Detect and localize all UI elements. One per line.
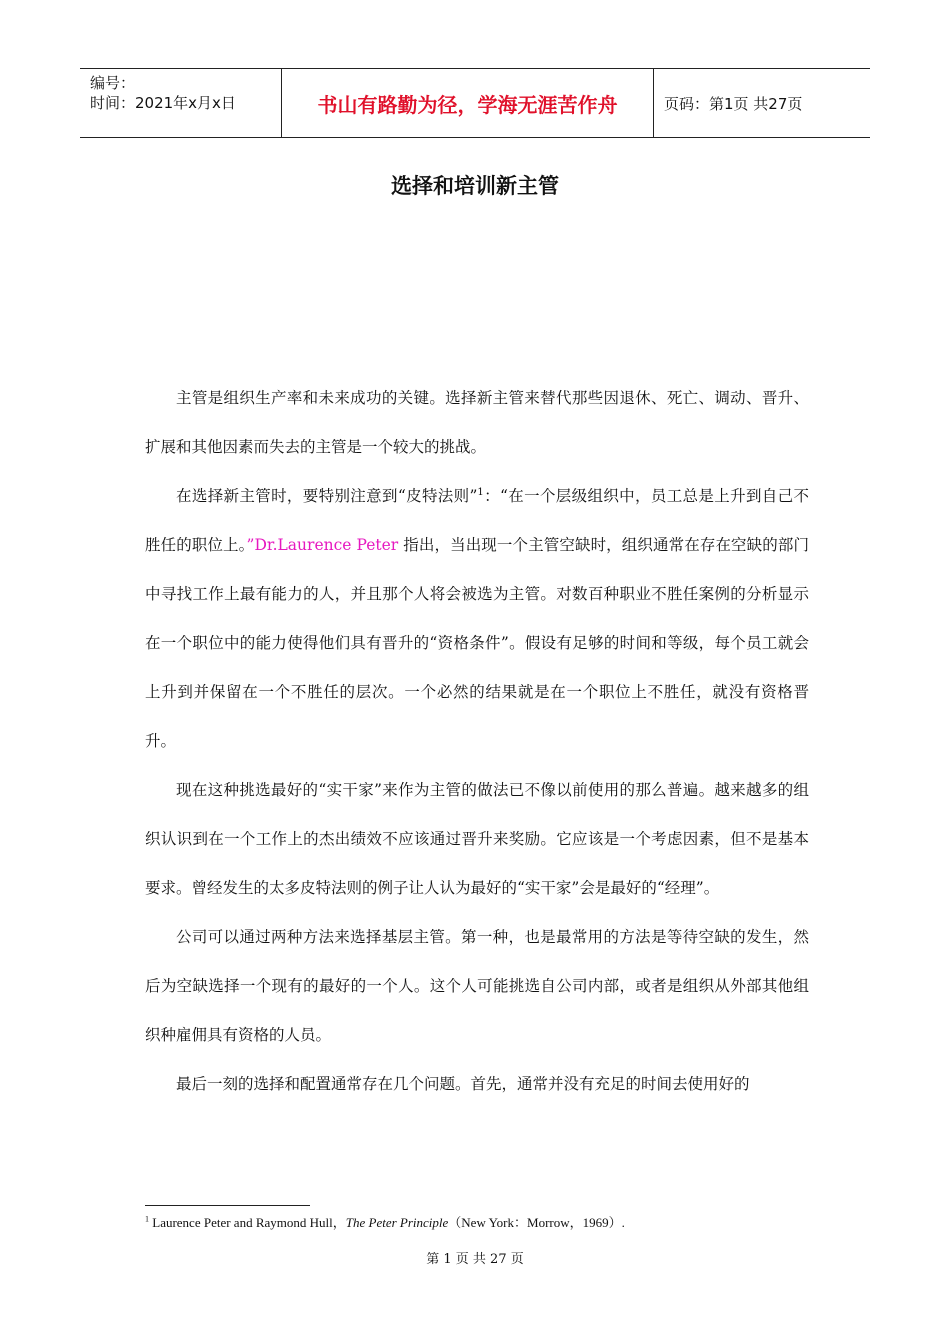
document-title: 选择和培训新主管 [391, 174, 559, 198]
header-motto: 书山有路勤为径，学海无涯苦作舟 [281, 69, 654, 137]
paragraph-text: ：“在一个层级组织中，员工总是上升到自己不胜任的职位上。 [145, 487, 809, 554]
header-meta [80, 69, 281, 137]
footnote-ref[interactable]: 1 [477, 486, 484, 498]
time-label: 时间：2021年x月x日 [90, 94, 236, 112]
paragraph: 主管是组织生产率和未来成功的关键。选择新主管来替代那些因退休、死亡、调动、晋升、扩展和其他因素而失去的主管是一个较大的挑战。 [145, 389, 809, 456]
footnote-number: 1 [145, 1214, 149, 1224]
code-label: 编号： [90, 74, 136, 92]
document-header [80, 68, 870, 138]
paragraph-text: 指出，当出现一个主管空缺时，组织通常在存在空缺的部门中寻找工作上最有能力的人，并且那个人将会被选为主管。对数百种职业不胜任案例的分析显示在一个职位中的能力使得他们具有晋升的“资格条件”。假设有足够的时间和等级，每个员工就会上升到并保留在一个不胜任的层次。一个必然的结果就是在一个职位上不胜任，就没有资格晋升。 [145, 536, 809, 750]
header-page-info: 页码：第1页 共27页 [664, 94, 803, 113]
highlighted-text: ”Dr.Laurence Peter [246, 536, 399, 554]
footnote-separator [145, 1205, 310, 1206]
paragraph: 现在这种挑选最好的“实干家”来作为主管的做法已不像以前使用的那么普遍。越来越多的组织认识到在一个工作上的杰出绩效不应该通过晋升来奖励。它应该是一个考虑因素，但不是基本要求。曾经发生的太多皮特法则的例子让人认为最好的“实干家”会是最好的“经理”。 [145, 781, 809, 897]
footnote-authors: Laurence Peter and Raymond Hull， [152, 1215, 346, 1230]
document-body [145, 374, 809, 1109]
paragraph [145, 472, 809, 766]
footnote-book: The Peter Principle [345, 1215, 449, 1230]
footnote-publisher: （New York：Morrow，1969）. [448, 1215, 625, 1230]
paragraph-text: 在选择新主管时，要特别注意到“皮特法则” [176, 487, 478, 505]
paragraph: 最后一刻的选择和配置通常存在几个问题。首先，通常并没有充足的时间去使用好的 [176, 1075, 750, 1093]
footnote [145, 1212, 625, 1231]
paragraph: 公司可以通过两种方法来选择基层主管。第一种，也是最常用的方法是等待空缺的发生，然后为空缺选择一个现有的最好的一个人。这个人可能挑选自公司内部，或者是组织从外部其他组织种雇佣具有资格的人员。 [145, 928, 809, 1044]
page-footer: 第 1 页 共 27 页 [426, 1252, 524, 1267]
